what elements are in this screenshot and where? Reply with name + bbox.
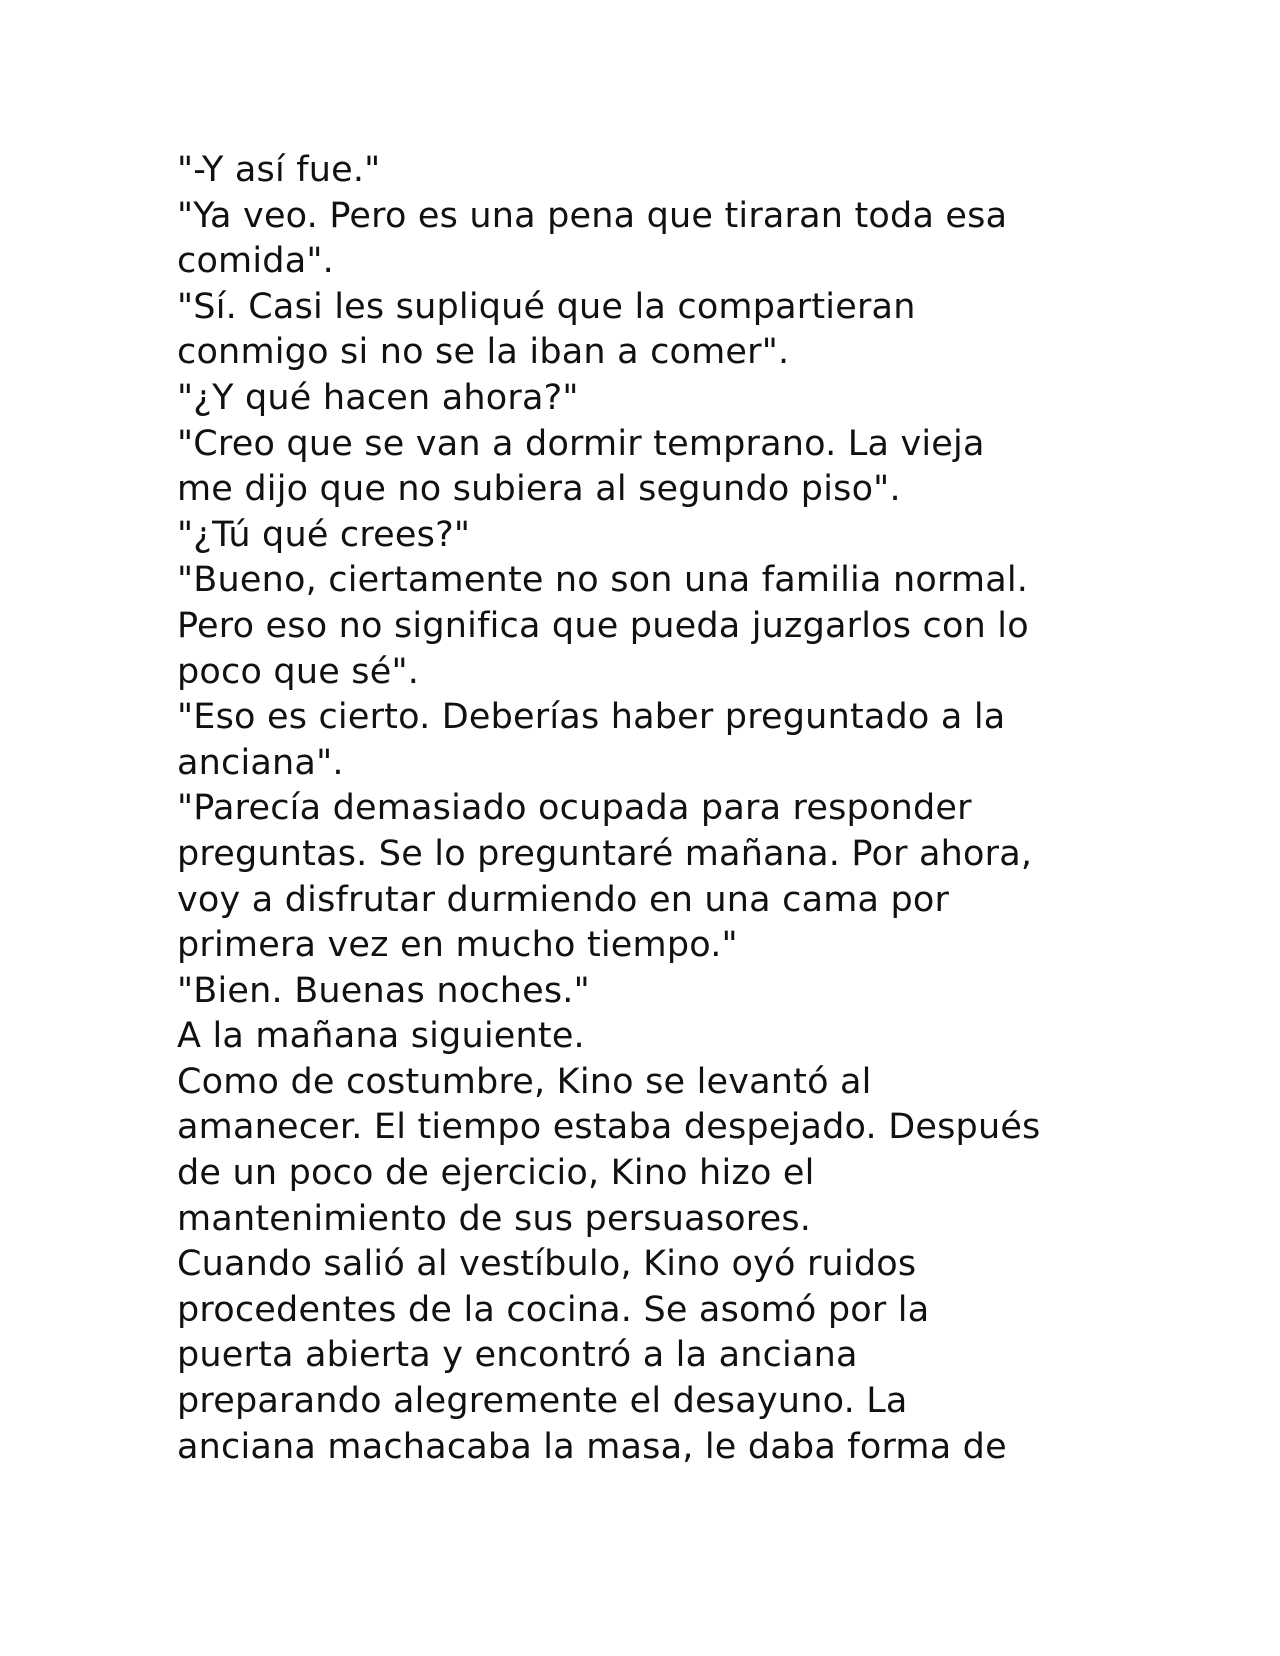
text-line: amanecer. El tiempo estaba despejado. Después [177, 1107, 1041, 1148]
text-line: preparando alegremente el desayuno. La [177, 1381, 908, 1422]
text-line: "Bueno, ciertamente no son una familia normal. [177, 560, 1029, 601]
text-line: "Parecía demasiado ocupada para responder [177, 788, 972, 829]
text-line: "Creo que se van a dormir temprano. La vieja [177, 423, 985, 464]
text-line: comida". [177, 241, 334, 282]
text-line: mantenimiento de sus persuasores. [177, 1198, 812, 1239]
text-line: procedentes de la cocina. Se asomó por la [177, 1289, 930, 1330]
text-line: anciana". [177, 742, 344, 783]
text-line: anciana machacaba la masa, le daba forma de [177, 1426, 1007, 1467]
text-line: Cuando salió al vestíbulo, Kino oyó ruidos [177, 1244, 917, 1285]
text-line: "¿Y qué hacen ahora?" [177, 377, 579, 418]
text-line: poco que sé". [177, 651, 420, 692]
text-line: voy a disfrutar durmiendo en una cama por [177, 879, 950, 920]
body-text [177, 148, 1177, 1470]
text-line: Pero eso no significa que pueda juzgarlos con lo [177, 605, 1029, 646]
text-line: preguntas. Se lo preguntaré mañana. Por ahora, [177, 833, 1033, 874]
text-line: conmigo si no se la iban a comer". [177, 332, 790, 373]
text-line: me dijo que no subiera al segundo piso". [177, 469, 901, 510]
text-line: Como de costumbre, Kino se levantó al [177, 1061, 872, 1102]
text-line: "Ya veo. Pero es una pena que tiraran toda esa [177, 195, 1008, 236]
text-line: "Eso es cierto. Deberías haber preguntado a la [177, 697, 1006, 738]
text-line: puerta abierta y encontró a la anciana [177, 1335, 858, 1376]
text-line: "¿Tú qué crees?" [177, 514, 471, 555]
text-line: primera vez en mucho tiempo." [177, 925, 738, 966]
text-line: "Sí. Casi les supliqué que la compartieran [177, 286, 916, 327]
text-line: de un poco de ejercicio, Kino hizo el [177, 1153, 815, 1194]
text-line: A la mañana siguiente. [177, 1016, 585, 1057]
text-line: "-Y así fue." [177, 150, 381, 190]
text-line: "Bien. Buenas noches." [177, 970, 590, 1011]
